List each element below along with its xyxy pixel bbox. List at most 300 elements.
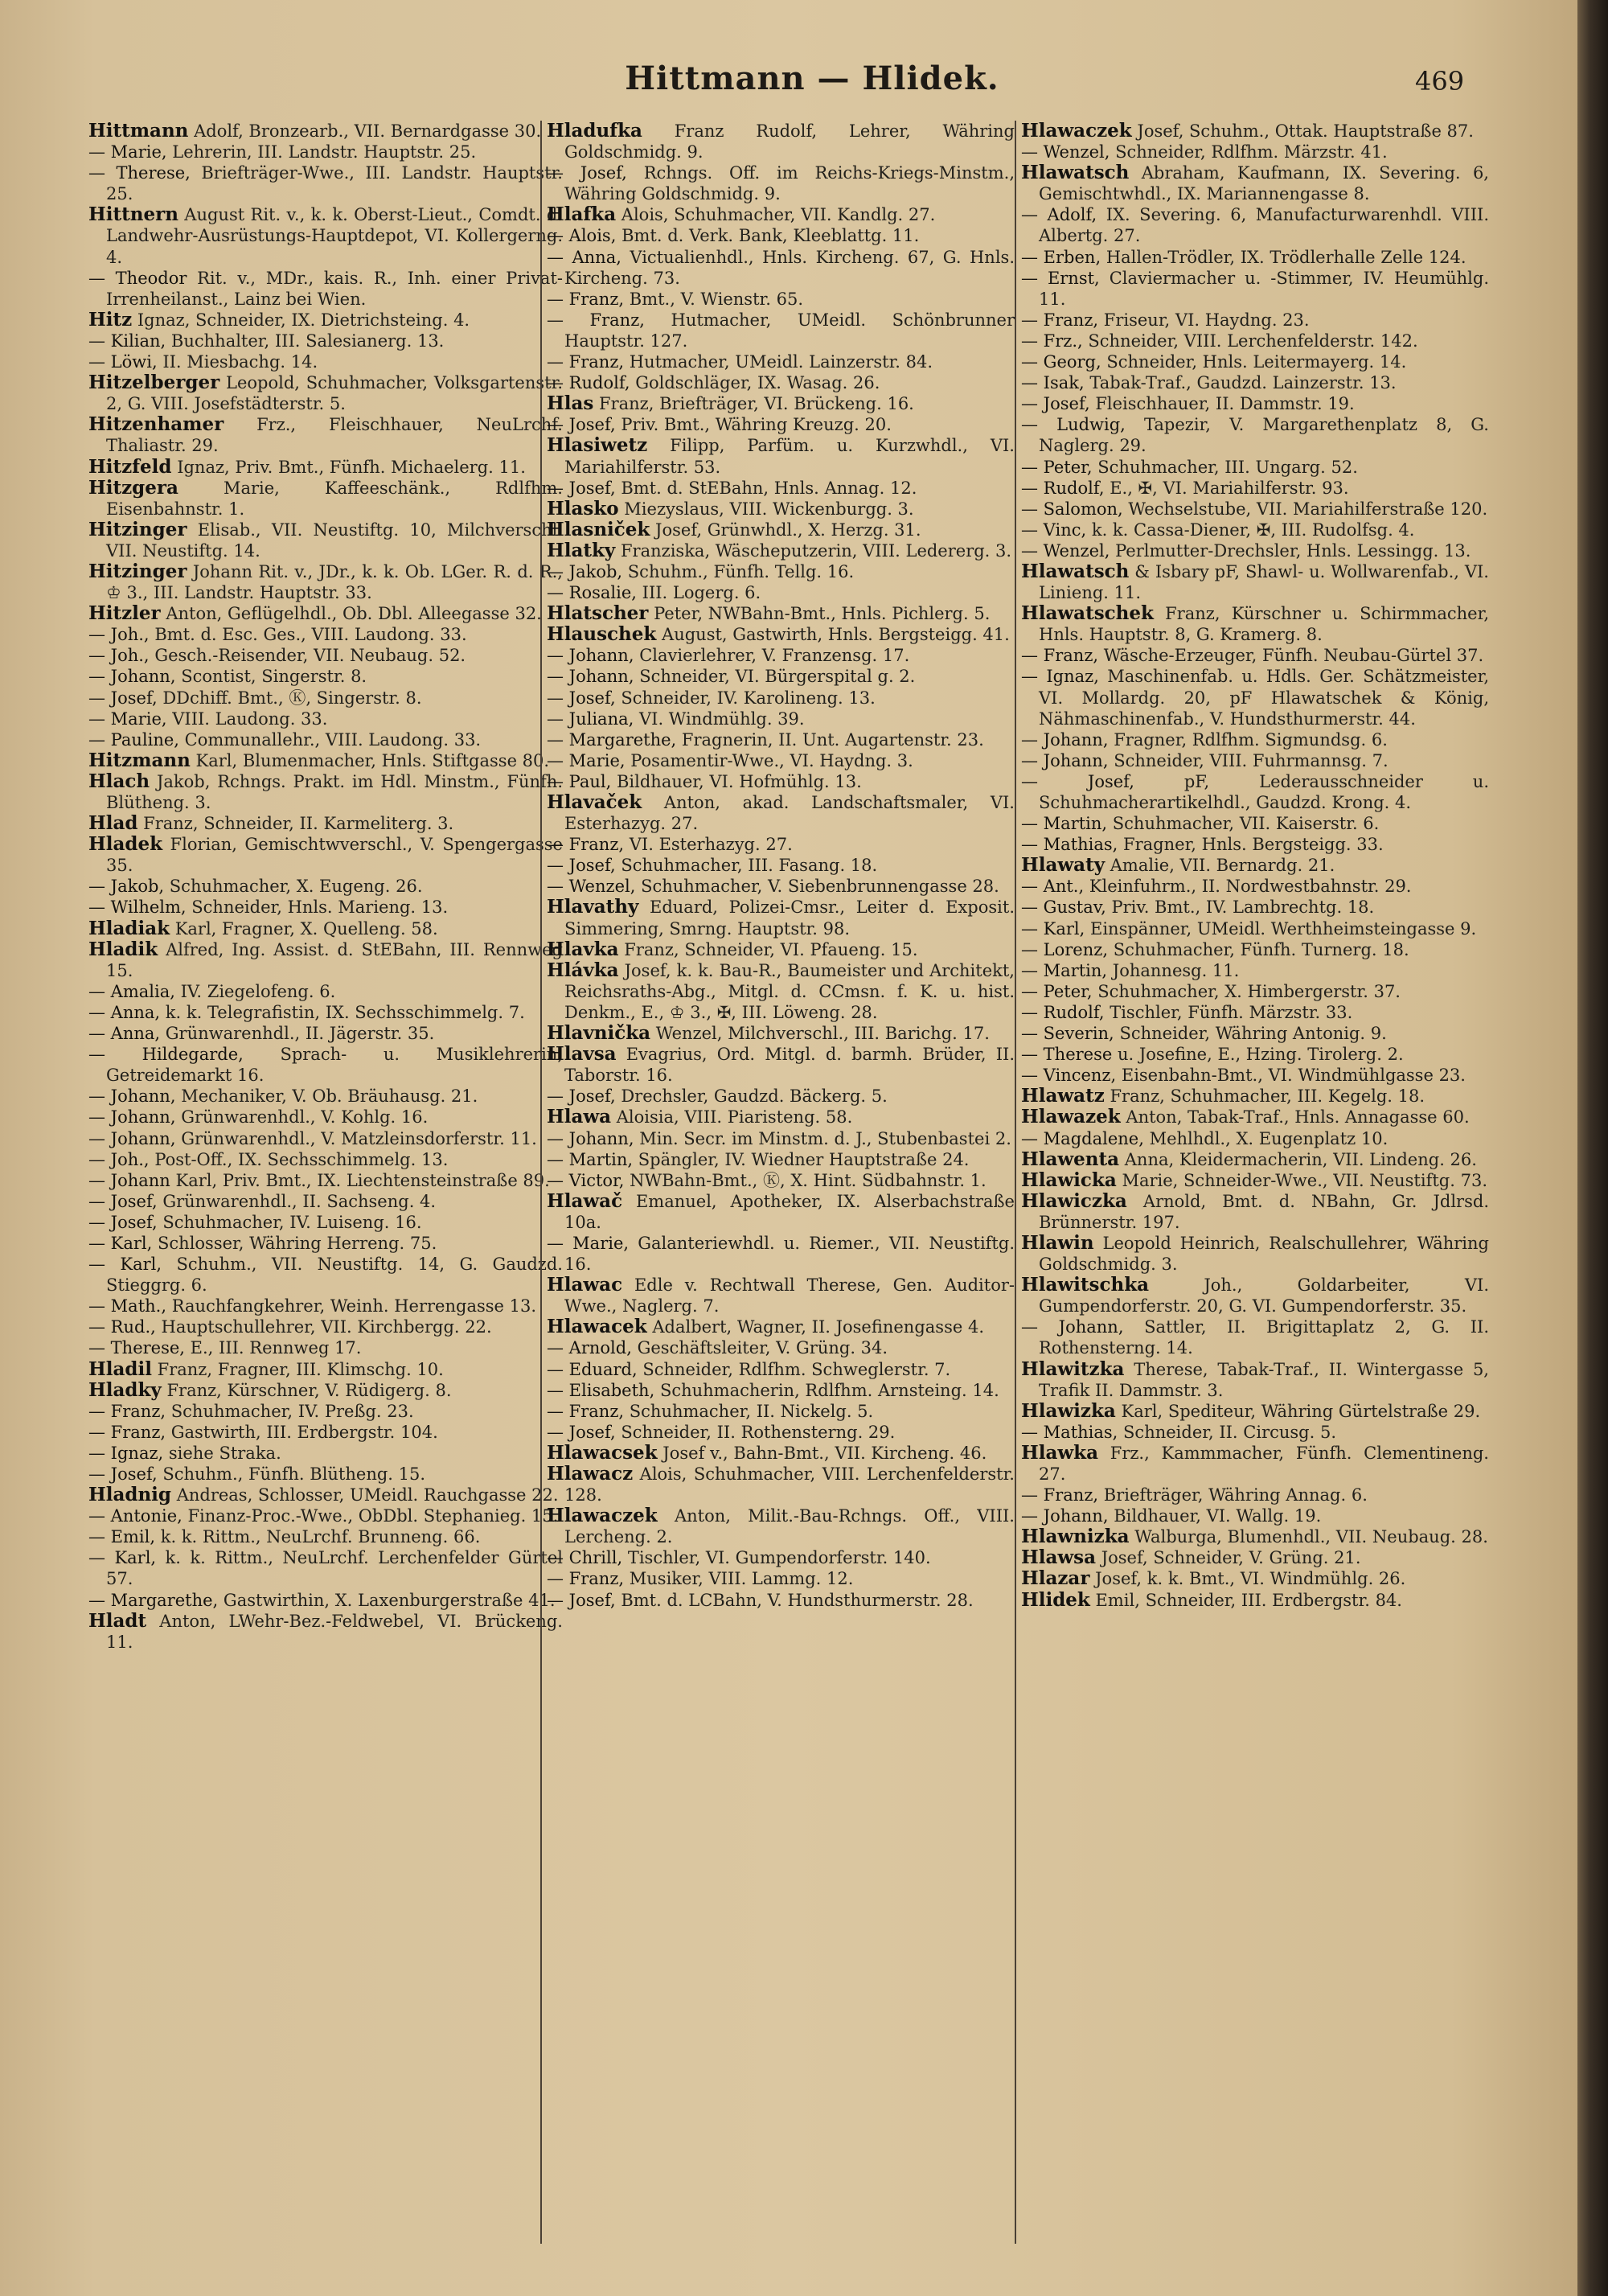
directory-entry xyxy=(1021,981,1489,1002)
directory-entry xyxy=(88,1359,563,1380)
directory-entry xyxy=(88,624,563,645)
directory-entry xyxy=(88,1380,563,1401)
entry-details: Ignaz, Schneider, IX. Dietrichsteing. 4. xyxy=(137,310,470,330)
entry-name: — Jakob, xyxy=(547,561,623,581)
directory-entry xyxy=(88,1212,563,1233)
entry-details: Elisab., VII. Neustiftg. 10, Milchverschl. VII. Neustiftg. 14. xyxy=(106,520,563,561)
entry-details: Briefträger-Wwe., III. Landstr. Hauptstr. 25. xyxy=(106,163,563,204)
entry-details: Schlosser, Währing Herreng. 75. xyxy=(158,1233,437,1253)
entry-details: Adalbert, Wagner, II. Josefinengasse 4. xyxy=(652,1317,984,1337)
directory-entry xyxy=(88,121,563,142)
directory-entry xyxy=(547,750,1015,771)
entry-details: Johann Rit. v., JDr., k. k. Ob. LGer. R. d. R., ♔ 3., III. Landstr. Hauptstr. 33. xyxy=(106,561,563,603)
directory-entry xyxy=(1021,1191,1489,1233)
entry-details: Joh., Goldarbeiter, VI. Gumpendorferstr. 20, G. VI. Gumpendorferstr. 35. xyxy=(1039,1275,1489,1316)
entry-details: Hutmacher, UMeidl. Schönbrunner Hauptstr. 127. xyxy=(564,310,1015,351)
directory-entry xyxy=(547,666,1015,687)
entry-details: Grünwarenhdl., V. Kohlg. 16. xyxy=(181,1107,429,1127)
entry-details: Frz., Kammmacher, Fünfh. Clementineng. 27. xyxy=(1039,1443,1489,1484)
entry-name: Hlas xyxy=(547,392,594,415)
entry-name: Hitzinger xyxy=(88,518,187,540)
entry-name: — Pauline, xyxy=(88,729,179,750)
directory-entry xyxy=(88,372,563,414)
entry-name: — Rudolf, xyxy=(1021,478,1105,498)
entry-details: Marie, Kaffeeschänk., Rdlfhm. Eisenbahnstr. 1. xyxy=(106,478,563,519)
entry-details: Emanuel, Apotheker, IX. Alserbachstraße 10a. xyxy=(564,1191,1015,1232)
directory-entry xyxy=(547,1547,1015,1568)
directory-entry xyxy=(547,310,1015,351)
directory-entry xyxy=(88,1590,563,1611)
entry-details: E., III. Rennweg 17. xyxy=(190,1338,362,1358)
directory-entry xyxy=(88,310,563,331)
entry-name: — Chrill, xyxy=(547,1548,623,1568)
entry-name: Hlawitschka xyxy=(1021,1274,1150,1296)
entry-name: — Karl, xyxy=(88,1233,153,1253)
entry-details: Schneider, VI. Bürgerspital g. 2. xyxy=(639,667,916,687)
entry-details: Bildhauer, VI. Wallg. 19. xyxy=(1114,1506,1322,1526)
entry-name: Hladnig xyxy=(88,1484,171,1506)
directory-entry xyxy=(1021,1065,1489,1086)
entry-name: Hlawaty xyxy=(1021,854,1106,877)
directory-entry xyxy=(1021,457,1489,478)
entry-details: Sattler, II. Brigittaplatz 2, G. II. Rothensterng. 14. xyxy=(1039,1317,1489,1358)
entry-details: Sprach- u. Musiklehrerin, Getreidemarkt 16. xyxy=(106,1045,563,1086)
entry-name: — Severin, xyxy=(1021,1024,1114,1044)
entry-name: Hlavnička xyxy=(547,1022,651,1045)
entry-details: Josef, k. k. Bau-R., Baumeister und Architekt, Reichsraths-Abg., Mitgl. d. CCmsn. f. K. u. hist. Denkm., E., ♔ 3., ✠, III. Löweng. 28. xyxy=(564,960,1015,1022)
entry-name: Hittmann xyxy=(88,121,189,142)
entry-details: Schneider, Hnls. Marieng. 13. xyxy=(191,897,449,918)
entry-name: Hlawa xyxy=(547,1106,612,1128)
entry-details: k. k. Cassa-Diener, ✠, III. Rudolfsg. 4. xyxy=(1091,520,1415,540)
directory-entry xyxy=(1021,1526,1489,1547)
entry-details: Franz, Schneider, II. Karmeliterg. 3. xyxy=(143,814,454,834)
entry-details: Buchhalter, III. Salesianerg. 13. xyxy=(170,331,445,351)
entry-details: Franz Rudolf, Lehrer, Währing Goldschmidg. 9. xyxy=(564,121,1015,162)
directory-entry xyxy=(88,666,563,687)
directory-entry xyxy=(547,1380,1015,1401)
entry-name: Hlasniček xyxy=(547,518,650,540)
entry-details: Franziska, Wäscheputzerin, VIII. Ledererg. 3. xyxy=(620,540,1012,561)
directory-entry xyxy=(88,1296,563,1316)
entry-details: Andreas, Schlosser, UMeidl. Rauchgasse 22. xyxy=(176,1485,559,1505)
entry-details: Anton, Geflügelhdl., Ob. Dbl. Alleegasse 32. xyxy=(166,604,542,624)
entry-details: Gastwirthin, X. Laxenburgerstraße 41. xyxy=(223,1590,556,1610)
entry-details: Bmt., V. Wienstr. 65. xyxy=(629,289,803,309)
directory-entry xyxy=(1021,1086,1489,1107)
directory-entry xyxy=(88,268,563,310)
entry-name: — Franz, xyxy=(1021,1485,1099,1505)
entry-name: — Ludwig, xyxy=(1021,415,1126,435)
entry-name: — Rosalie, xyxy=(547,583,637,603)
entry-details: Schneider, II. Circusg. 5. xyxy=(1123,1422,1336,1442)
entry-name: — Franz, xyxy=(547,289,625,309)
directory-entry xyxy=(1021,520,1489,540)
entry-details: Finanz-Proc.-Wwe., ObDbl. Stephanieg. 15. xyxy=(187,1506,559,1526)
entry-name: — Frz., xyxy=(1021,331,1083,351)
directory-entry xyxy=(1021,1443,1489,1485)
entry-details: Tapezir, V. Margarethenplatz 8, G. Naglerg. 29. xyxy=(1039,415,1489,456)
directory-entry xyxy=(88,1002,563,1023)
entry-name: Hitz xyxy=(88,308,133,331)
entry-details: Hallen-Trödler, IX. Trödlerhalle Zelle 124. xyxy=(1106,247,1466,267)
entry-name: — Joh., xyxy=(88,625,150,645)
entry-name: Hlafka xyxy=(547,203,617,226)
entry-name: — Johann, xyxy=(88,1128,176,1148)
entry-details: IV. Ziegelofeng. 6. xyxy=(180,981,336,1001)
entry-details: Amalie, VII. Bernardg. 21. xyxy=(1110,856,1335,876)
directory-entry xyxy=(1021,1044,1489,1065)
entry-details: Evagrius, Ord. Mitgl. d. barmh. Brüder, II. Taborstr. 16. xyxy=(564,1045,1015,1086)
entry-name: Hladky xyxy=(88,1378,162,1401)
entry-details: Drechsler, Gaudzd. Bäckerg. 5. xyxy=(621,1086,888,1107)
directory-entry xyxy=(88,1505,563,1526)
entry-name: — Anna, xyxy=(88,1002,161,1022)
directory-entry xyxy=(547,540,1015,561)
directory-entry xyxy=(88,351,563,372)
directory-entry xyxy=(1021,750,1489,771)
entry-name: Hlavaček xyxy=(547,791,642,813)
entry-name: Hlavka xyxy=(547,938,619,960)
entry-name: — Wenzel, xyxy=(547,877,636,897)
directory-column-2 xyxy=(540,121,1015,2244)
entry-details: Hutmacher, UMeidl. Lainzerstr. 84. xyxy=(629,352,933,372)
entry-name: Hlawatsch xyxy=(1021,162,1130,184)
directory-entry xyxy=(1021,372,1489,393)
entry-details: Schuhmacher, X. Himbergerstr. 37. xyxy=(1097,981,1401,1001)
entry-name: — Alois, xyxy=(547,226,617,246)
entry-details: Musiker, VIII. Lammg. 12. xyxy=(629,1569,854,1589)
directory-entry xyxy=(1021,1505,1489,1526)
entry-details: Schneider, VIII. Lerchenfelderstr. 142. xyxy=(1088,331,1418,351)
entry-name: Hlavathy xyxy=(547,896,639,918)
directory-entry xyxy=(1021,1568,1489,1589)
entry-details: Alfred, Ing. Assist. d. StEBahn, III. Rennweg 15. xyxy=(106,939,563,980)
entry-name: Hitzmann xyxy=(88,749,191,771)
entry-name: Hlawaczek xyxy=(547,1505,658,1527)
entry-name: Hlazar xyxy=(1021,1567,1090,1590)
entry-details: Alois, Schuhmacher, VIII. Lerchenfelderstr. 128. xyxy=(564,1464,1015,1505)
entry-name: — Anna, xyxy=(547,247,621,267)
directory-entry xyxy=(88,1611,563,1653)
entry-details: Wäsche-Erzeuger, Fünfh. Neubau-Gürtel 37. xyxy=(1103,646,1484,666)
entry-details: Gastwirth, III. Erdbergstr. 104. xyxy=(170,1422,438,1442)
directory-entry xyxy=(1021,939,1489,960)
entry-details: II. Miesbachg. 14. xyxy=(162,352,318,372)
entry-details: & Isbary pF, Shawl- u. Wollwarenfab., VI. Linieng. 11. xyxy=(1039,561,1489,603)
entry-name: — Josef, xyxy=(88,1191,158,1211)
entry-details: Schuhmacher, IV. Luiseng. 16. xyxy=(162,1212,422,1232)
directory-entry xyxy=(88,897,563,918)
directory-entry xyxy=(1021,393,1489,414)
directory-entry xyxy=(547,561,1015,582)
directory-entry xyxy=(1021,1128,1489,1149)
directory-entry xyxy=(88,204,563,267)
entry-details: Grünwarenhdl., II. Sachseng. 4. xyxy=(162,1191,437,1211)
entry-details: Aloisia, VIII. Piaristeng. 58. xyxy=(616,1107,853,1127)
directory-entry xyxy=(88,1170,563,1191)
directory-entry xyxy=(547,603,1015,624)
directory-entry xyxy=(88,771,563,813)
entry-details: Schuhm., Fünfh. Blütheng. 15. xyxy=(162,1464,426,1484)
entry-details: Franz, Briefträger, VI. Brückeng. 16. xyxy=(599,394,914,414)
directory-entry xyxy=(547,939,1015,960)
entry-details: Karl, Blumenmacher, Hnls. Stiftgasse 80. xyxy=(195,750,550,770)
directory-entry xyxy=(88,1128,563,1149)
entry-details: Alois, Schuhmacher, VII. Kandlg. 27. xyxy=(621,205,936,225)
entry-details: Posamentir-Wwe., VI. Haydng. 3. xyxy=(630,750,913,770)
entry-details: Schuhmacher, V. Siebenbrunnengasse 28. xyxy=(641,877,999,897)
entry-details: Tischler, Fünfh. Märzstr. 33. xyxy=(1110,1002,1353,1022)
entry-name: — Johann, xyxy=(1021,750,1109,770)
directory-entry xyxy=(547,645,1015,666)
entry-name: — Rudolf, xyxy=(547,373,630,393)
directory-entry xyxy=(1021,121,1489,142)
directory-entry xyxy=(88,1485,563,1505)
entry-name: — Johann, xyxy=(547,1128,634,1148)
entry-name: — Franz, xyxy=(547,352,625,372)
entry-details: Lehrerin, III. Landstr. Hauptstr. 25. xyxy=(172,142,477,162)
entry-name: — Josef, xyxy=(1021,394,1090,414)
directory-entry xyxy=(88,1044,563,1086)
directory-entry xyxy=(88,1107,563,1127)
entry-details: pF, Lederausschneider u. Schuhmacherartikelhdl., Gaudzd. Krong. 4. xyxy=(1039,771,1489,812)
entry-name: — Therese, xyxy=(88,163,191,183)
directory-entry xyxy=(1021,204,1489,246)
entry-name: — Karl, xyxy=(1021,918,1085,939)
entry-details: Schneider, Währing Antonig. 9. xyxy=(1119,1024,1387,1044)
entry-details: Ignaz, Priv. Bmt., Fünfh. Michaelerg. 11. xyxy=(177,457,526,477)
directory-entry xyxy=(547,729,1015,750)
directory-entry xyxy=(88,645,563,666)
entry-details: Kleinfuhrm., II. Nordwestbahnstr. 29. xyxy=(1089,877,1412,897)
entry-name: Hlawatsch xyxy=(1021,560,1130,582)
entry-name: — Josef, xyxy=(547,478,616,498)
entry-name: — Mathias, xyxy=(1021,1422,1118,1442)
directory-entry xyxy=(547,1422,1015,1443)
directory-entry xyxy=(1021,918,1489,939)
entry-name: Hlawatschek xyxy=(1021,602,1154,625)
entry-name: — Franz, xyxy=(1021,310,1099,330)
entry-details: Josef, Schneider, V. Grüng. 21. xyxy=(1101,1548,1361,1568)
directory-entry xyxy=(1021,1275,1489,1316)
entry-name: — Isak, xyxy=(1021,373,1085,393)
entry-details: Schuhmacher, IV. Preßg. 23. xyxy=(170,1401,414,1421)
directory-entry xyxy=(88,1547,563,1589)
entry-details: Schuhmacher, II. Nickelg. 5. xyxy=(629,1401,874,1421)
entry-name: — Wilhelm, xyxy=(88,897,187,918)
directory-entry xyxy=(547,688,1015,709)
entry-name: Hlawicka xyxy=(1021,1169,1117,1191)
directory-entry xyxy=(88,1422,563,1443)
entry-details: Galanteriewhdl. u. Riemer., VII. Neustiftg. 16. xyxy=(564,1233,1015,1275)
entry-details: Spängler, IV. Wiedner Hauptstraße 24. xyxy=(638,1149,970,1169)
entry-details: Priv. Bmt., Währing Kreuzg. 20. xyxy=(621,415,892,435)
entry-name: Hladil xyxy=(88,1357,152,1380)
entry-name: — Antonie, xyxy=(88,1506,183,1526)
entry-name: Hladek xyxy=(88,833,163,856)
entry-details: Clavierlehrer, V. Franzensg. 17. xyxy=(639,646,910,666)
entry-details: IX. Severing. 6, Manufacturwarenhdl. VIII. Albertg. 27. xyxy=(1039,205,1489,246)
entry-details: Hauptschullehrer, VII. Kirchbergg. 22. xyxy=(161,1317,492,1337)
entry-name: — Emil, xyxy=(88,1527,156,1547)
directory-entry xyxy=(1021,1401,1489,1422)
entry-details: Bmt. d. StEBahn, Hnls. Annag. 12. xyxy=(621,478,917,498)
entry-details: Goldschläger, IX. Wasag. 26. xyxy=(635,373,880,393)
directory-entry xyxy=(88,561,563,603)
directory-entry xyxy=(1021,540,1489,561)
directory-entry xyxy=(547,897,1015,939)
entry-name: — Ernst, xyxy=(1021,268,1100,288)
entry-details: Claviermacher u. -Stimmer, IV. Heumühlg. 11. xyxy=(1039,268,1489,309)
entry-name: — Franz, xyxy=(547,310,645,330)
entry-name: — Franz, xyxy=(88,1401,166,1421)
directory-entry xyxy=(88,603,563,624)
entry-name: — Theodor xyxy=(88,268,187,288)
directory-entry xyxy=(88,1337,563,1358)
directory-entry xyxy=(1021,1590,1489,1611)
directory-entry xyxy=(88,478,563,520)
directory-entry xyxy=(547,709,1015,729)
entry-details: Josef, k. k. Bmt., VI. Windmühlg. 26. xyxy=(1095,1569,1406,1589)
entry-details: Franz, Fragner, III. Klimschg. 10. xyxy=(157,1359,444,1379)
directory-entry xyxy=(1021,897,1489,918)
directory-entry xyxy=(547,435,1015,477)
entry-details: Schuhmacherin, Rdlfhm. Arnsteing. 14. xyxy=(659,1380,999,1400)
directory-entry xyxy=(1021,247,1489,268)
entry-details: Franz, Schuhmacher, III. Kegelg. 18. xyxy=(1110,1086,1425,1107)
entry-name: Hlawenta xyxy=(1021,1148,1120,1170)
entry-details: Priv. Bmt., IV. Lambrechtg. 18. xyxy=(1111,897,1375,918)
directory-entry xyxy=(1021,478,1489,499)
directory-entry xyxy=(88,1233,563,1254)
entry-name: — Ant., xyxy=(1021,877,1085,897)
directory-entry xyxy=(547,1023,1015,1044)
entry-details: siehe Straka. xyxy=(168,1443,281,1463)
entry-details: Schneider, Rdlfhm. Märzstr. 41. xyxy=(1115,142,1388,162)
directory-entry xyxy=(547,478,1015,499)
entry-details: u. Josefine, E., Hzing. Tirolerg. 2. xyxy=(1118,1045,1404,1065)
directory-column-1 xyxy=(88,121,563,2244)
entry-details: Friseur, VI. Haydng. 23. xyxy=(1103,310,1310,330)
entry-name: — Johann xyxy=(88,1170,170,1190)
entry-name: — Löwi, xyxy=(88,352,158,372)
entry-name: Hlawnizka xyxy=(1021,1526,1130,1548)
entry-name: — Josef, xyxy=(547,1590,616,1610)
entry-name: — Marie, xyxy=(88,709,167,729)
entry-name: — Arnold, xyxy=(547,1338,632,1358)
directory-entry xyxy=(547,1590,1015,1611)
directory-entry xyxy=(1021,834,1489,855)
entry-name: — Vinc, xyxy=(1021,520,1087,540)
entry-name: Hlawka xyxy=(1021,1441,1099,1464)
entry-details: Schneider, Rdlfhm. Schweglerstr. 7. xyxy=(642,1359,951,1379)
directory-entry xyxy=(88,813,563,834)
entry-details: Mechaniker, V. Ob. Bräuhausg. 21. xyxy=(181,1086,478,1107)
directory-entry xyxy=(88,709,563,729)
directory-entry xyxy=(1021,499,1489,520)
directory-entry xyxy=(547,1359,1015,1380)
entry-details: Frz., Fleischhauer, NeuLrchf. Thaliastr. 29. xyxy=(106,415,563,456)
entry-details: E., ✠, VI. Mariahilferstr. 93. xyxy=(1110,478,1349,498)
entry-name: — Amalia, xyxy=(88,981,175,1001)
entry-details: Therese, Tabak-Traf., II. Wintergasse 5, Trafik II. Dammstr. 3. xyxy=(1039,1359,1489,1400)
directory-entry xyxy=(88,750,563,771)
page-number: 469 xyxy=(1415,66,1465,97)
book-page-edge xyxy=(1577,0,1608,2296)
entry-name: Hlawin xyxy=(1021,1231,1094,1254)
directory-entry xyxy=(1021,855,1489,876)
entry-name: — Franz, xyxy=(547,835,625,855)
directory-entry xyxy=(1021,1170,1489,1191)
entry-name: — Martin, xyxy=(547,1149,634,1169)
entry-details: Adolf, Bronzearb., VII. Bernardgasse 30. xyxy=(194,121,542,141)
entry-details: Einspänner, UMeidl. Werthheimsteingasse 9. xyxy=(1090,918,1477,939)
entry-name: Hlach xyxy=(88,770,150,792)
directory-entry xyxy=(1021,1422,1489,1443)
directory-entry xyxy=(1021,351,1489,372)
entry-details: Leopold Heinrich, Realschullehrer, Währing Goldschmidg. 3. xyxy=(1039,1233,1489,1275)
entry-name: — Martin, xyxy=(1021,960,1108,980)
entry-name: — Elisabeth, xyxy=(547,1380,655,1400)
directory-entry xyxy=(547,1401,1015,1422)
entry-name: Hlatscher xyxy=(547,602,649,625)
entry-name: Hitzinger xyxy=(88,560,187,582)
directory-entry xyxy=(88,1086,563,1107)
directory-entry xyxy=(88,1526,563,1547)
entry-details: III. Logerg. 6. xyxy=(642,583,761,603)
entry-details: Scontist, Singerstr. 8. xyxy=(181,667,367,687)
directory-entry xyxy=(1021,561,1489,603)
entry-details: k. k. Rittm., NeuLrchf. Lerchenfelder Gürtel 57. xyxy=(106,1548,563,1589)
entry-name: Hlawsa xyxy=(1021,1546,1097,1569)
entry-name: — Franz, xyxy=(1021,646,1099,666)
entry-details: Bmt. d. Esc. Ges., VIII. Laudong. 33. xyxy=(154,625,467,645)
directory-entry xyxy=(547,162,1015,204)
entry-details: Josef, Grünwhdl., X. Herzg. 31. xyxy=(655,520,921,540)
entry-name: — Johann, xyxy=(88,667,176,687)
directory-entry xyxy=(1021,1023,1489,1044)
directory-entry xyxy=(547,834,1015,855)
directory-entry xyxy=(547,1316,1015,1337)
entry-details: Victualienhdl., Hnls. Kircheng. 67, G. Hnls. Kircheng. 73. xyxy=(564,247,1015,288)
entry-name: Hlawazek xyxy=(1021,1106,1121,1128)
entry-details: Schuhmacher, III. Fasang. 18. xyxy=(621,856,878,876)
directory-entry xyxy=(547,1128,1015,1149)
entry-name: — Karl, xyxy=(88,1255,162,1275)
entry-name: — Hildegarde, xyxy=(88,1045,244,1065)
directory-entry xyxy=(1021,645,1489,666)
entry-name: Hlad xyxy=(88,812,138,835)
directory-entry xyxy=(547,204,1015,225)
entry-details: Jakob, Rchngs. Prakt. im Hdl. Minstm., Fünfh. Blütheng. 3. xyxy=(106,771,563,812)
entry-details: k. k. Telegrafistin, IX. Sechsschimmelg. 7. xyxy=(165,1002,525,1022)
entry-name: Hitzelberger xyxy=(88,372,220,394)
entry-name: — Paul, xyxy=(547,771,612,791)
entry-name: Hlawatz xyxy=(1021,1085,1105,1107)
entry-details: Wechselstube, VII. Mariahilferstraße 120. xyxy=(1128,499,1488,519)
entry-details: Fragner, Hnls. Bergsteigg. 33. xyxy=(1123,835,1384,855)
entry-details: Anna, Kleidermacherin, VII. Lindeng. 26. xyxy=(1124,1149,1477,1169)
directory-entry xyxy=(547,247,1015,289)
directory-entry xyxy=(88,1401,563,1422)
entry-name: — Josef, xyxy=(547,163,627,183)
entry-details: Schuhm., VII. Neustiftg. 14, G. Gaudzd. Stieggrg. 6. xyxy=(106,1255,563,1296)
directory-entry xyxy=(547,393,1015,414)
entry-name: — Josef, xyxy=(88,1464,158,1484)
entry-name: Hlatky xyxy=(547,539,616,561)
entry-details: Miezyslaus, VIII. Wickenburgg. 3. xyxy=(624,499,914,519)
